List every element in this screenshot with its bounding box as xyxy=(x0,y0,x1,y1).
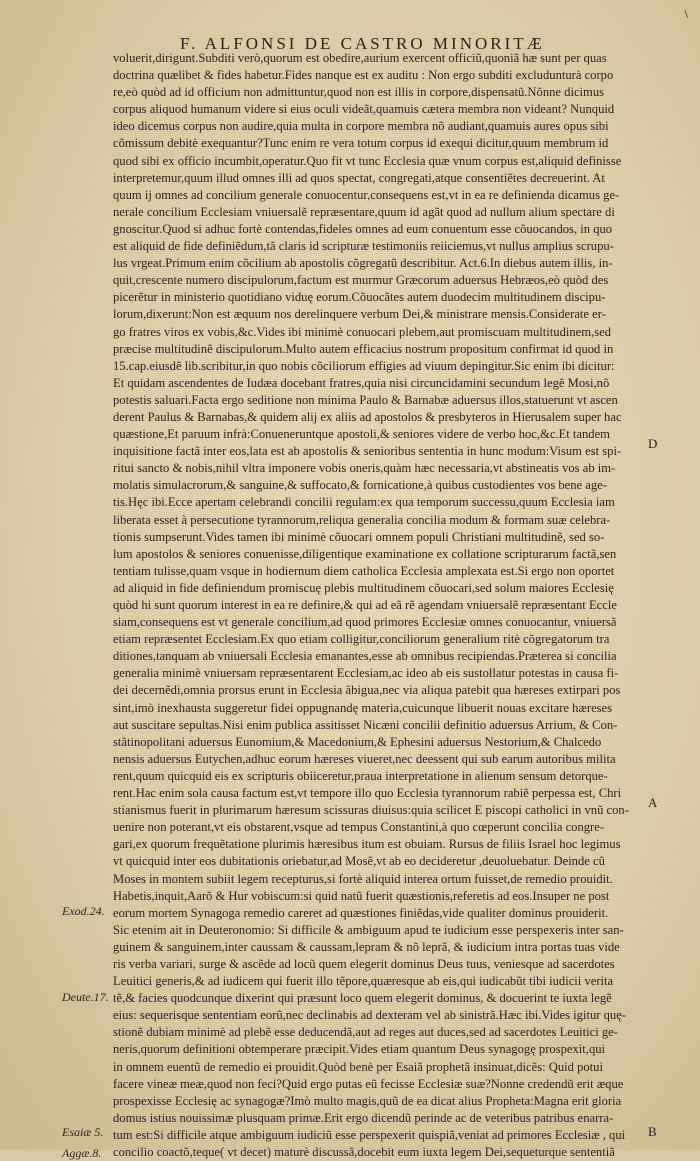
text-line: molatis simulacrorum,& sanguine,& suffocato,& fornicatione,à quibus custodientes vos bene age- xyxy=(113,478,607,493)
text-line: quit,crescente numero discipulorum,factum est murmur Græcorum aduersus Hebræos,eò quòd des xyxy=(113,273,609,288)
running-head: F. ALFONSI DE CASTRO MINORITÆ xyxy=(180,34,545,53)
text-line: re,eò quòd ad id officium non admittuntur,quod non est illis in corpore,dispensatũ.Nõnne dicimus xyxy=(113,85,605,100)
text-line: stianismus fuerit in plurimarum hæresum scissuras diuisus:quia scilicet E piscopi catholici in vnũ con- xyxy=(113,803,629,818)
text-line: 15.cap.eiusdẽ lib.scribitur,in quo nobis cõciliorum effigies ad viuum depingitur.Sic enim ibi dicitur: xyxy=(113,358,615,373)
text-line: facere vineæ meæ,quod non feci?Quid ergo putas eũ fecisse Ecclesiæ suæ?Nonne credendũ erit æque xyxy=(113,1076,624,1091)
text-line: quod sibi ex officio incumbit,operatur.Quo fit vt tunc Ecclesia quæ vnum corpus est,aliquid definisse xyxy=(113,153,622,168)
text-line: dei decernẽdi,omnia prorsus erunt in Ecclesia ãbigua,nec via aliqua patebit qua hæreses extirpari pos xyxy=(113,683,621,698)
margin-note-isaiah: Esaiæ 5. xyxy=(62,1125,104,1139)
text-line: interpretemur,quum illud omnes illi ad quos spectat, congregati,atque consentiẽtes decreuerint. At xyxy=(113,170,605,185)
text-line: generalia minimè vniuersam repræsentarent Ecclesiam,ac ideo ab eis sustollatur potestas in causa fi- xyxy=(113,666,619,681)
text-line: tionis sumpserunt.Vides tamen ibi minimè cõuocari omnem populi Christiani multitudinẽ, sed so- xyxy=(113,529,605,544)
page-edge-mark: \ xyxy=(684,6,688,21)
text-line: rent,quum quicquid eis ex scripturis obiiceretur,praua interpretatione in alienum sensum detorque- xyxy=(113,768,608,783)
section-letter-a: A xyxy=(648,795,658,810)
text-line: ad aliquid in fide definiendum promiscuę plebis multitudinem cõuocari,sed solum maiores Ecclesię xyxy=(113,580,614,595)
text-line: tum est:Si difficile atque ambiguum iudiciũ esse perspexerit quispiã,veniat ad primores Ecclesiæ , qui xyxy=(113,1127,626,1142)
text-line: præcise multitudinẽ discipulorum.Multo autem efficacius nostrum propositum confirmat id quod in xyxy=(113,341,614,356)
text-line: ris verba variari, surge & ascẽde ad locũ quem elegerit dominus Deus tuus, veniesque ad sacerdotes xyxy=(113,956,615,971)
text-line: eorum mortem Synagoga remedio careret ad quæstiones finiẽdas,vide qualiter dominus prouiderit. xyxy=(113,905,609,920)
text-line: rent.Hac enim sola causa factum est,vt tempore illo quo Ecclesia tyrannorum rabiẽ perpessa est, Chri xyxy=(113,786,622,801)
text-line: domus istius nouissimæ plusquam primæ.Erit ergo dicendũ perinde ac de veteribus patribus enarra- xyxy=(113,1110,614,1125)
section-letter-d: D xyxy=(648,436,658,451)
text-line: est aliquid de fide definiẽdum,tã claris id scripturæ testimoniis reiiciemus,vt nullus amplius scrupu- xyxy=(113,239,614,254)
text-line: vt quicquid inter eos dubitationis oriebatur,ad Mosẽ,vt ab eo decideretur ,deuoluebatur. Deinde cũ xyxy=(113,854,605,869)
text-line: stionẽ dubiam minimè ad plebẽ esse deducendã,aut ad reges aut duces,sed ad sacerdotes Leuitici ge- xyxy=(113,1025,618,1040)
text-line: gnoscitur.Quod si adhuc fortè contendas,fideles omnes ad eum conuentum esse cõuocandos, in quo xyxy=(113,221,613,236)
body-text xyxy=(113,50,643,1161)
text-line: doctrina quælibet & fides habetur.Fides nanque est ex auditu : Non ergo subditi excludunturà corpo xyxy=(113,68,614,83)
text-line: Sic etenim ait in Deuteronomio: Si difficile & ambiguum apud te iudicium esse perspexeris inter san- xyxy=(113,922,624,937)
text-line: stãtinopolitani aduersus Eunomium,& Macedonium,& Ephesini aduersus Nestorium,& Chalcedo xyxy=(113,734,602,749)
text-line: prospexisse Ecclesię ac synagogæ?Imò multo magis,quũ de ea dicat alius Propheta:Magna erit gloria xyxy=(113,1093,622,1108)
text-line: aut suscitare sepultas.Nisi enim publica assitisset Nicæni concilii definitio aduersus Arrium, & Con- xyxy=(113,717,618,732)
text-line: cõmissum debitè exequantur?Tunc enim re vera totum corpus id exequi dicitur,quum membrum id xyxy=(113,136,609,151)
text-line: tẽ,& facies quodcunque dixerint qui præsunt loco quem elegerit dominus, & docuerint te iuxta legẽ xyxy=(113,991,612,1006)
text-line: inquisitione factã inter eos,lata est ab apostolis & senioribus sententia in hunc modum:Visum est spi- xyxy=(113,444,622,459)
text-line: corpus aliquod humanum videre si eius oculi videãt,quamuis cætera membra non videant? Nunquid xyxy=(113,102,615,117)
text-line: concilio coactõ,teque( vt decet) maturè discussã,docebit eum iuxta legem Dei,sequeturque sententiã xyxy=(113,1145,615,1159)
text-line: nerale concilium Ecclesiam vniuersalẽ repræsentare,quum id agãt quod ad nullum alium spectare di xyxy=(113,204,615,219)
text-line: liberata esset à persecutione tyrannorum,reliqua generalia concilia modum & formam suæ celebra- xyxy=(113,512,611,527)
text-line: nensis aduersus Eutychen,adhuc eorum hæreses viueret,nec deessent qui sub earum autoribus milita xyxy=(113,751,616,766)
text-line: lum apostolos & seniores conuenisse,diligentique examinatione ex collatione scripturarum factã,sen xyxy=(113,546,617,561)
text-line: voluerit,dirigunt.Subditi verò,quorum est obedire,aurium exercent officiũ,quoniã hæ sunt per quas xyxy=(113,51,607,65)
text-line: ditiones,tanquam ab vniuersali Ecclesia emanantes,esse ab omnibus recipiendas.Præterea si concilia xyxy=(113,649,617,664)
text-line: ideo dicemus corpus non audire,quia multa in corpore membra nõ audiant,quamuis aures opus sibi xyxy=(113,119,609,134)
text-line: tentiam tulisse,quam vsque in hodiernum diem catholica Ecclesia amplexata est.Si ergo non oportet xyxy=(113,563,615,578)
text-line: Leuitici generis,& ad iudicem qui fuerit illo tẽpore,quæresque ab eis,qui iudicabũt tibi iudicii verita xyxy=(113,974,614,989)
margin-note-deuteronomy: Deute.17. xyxy=(62,990,109,1004)
text-line: quòd hi sunt quorum interest in ea re definire,& qui ad eã rẽ agendam vniuersalẽ repræsentant Eccle xyxy=(113,598,617,612)
text-line: ritui sancto & nobis,nihil vltra imponere vobis oneris,quàm hæc necessaria,vt abstineatis vos ab im- xyxy=(113,461,616,476)
text-line: potestis saluari.Facta ergo seditione non minima Paulo & Barnabæ aduersus illos,statuerunt vt ascen xyxy=(113,392,618,407)
text-line: Et quidam ascendentes de Iudæa docebant fratres,quia nisi circuncidamini secundum legẽ Mosi,nõ xyxy=(113,375,610,390)
text-line: lorum,dixerunt:Non est æquum nos derelinquere verbum Dei,& ministrare mensis.Considerate er- xyxy=(113,307,606,322)
margin-note-exodus: Exod.24. xyxy=(62,904,105,918)
text-line: neris,quorum definitioni obtemperare præcipit.Vides etiam quantum Deus synagogę prospexit,qui xyxy=(113,1042,606,1057)
text-line: tis.Hęc ibi.Ecce apertam celebrandi concilii regulam:ex qua temporum successu,quum Ecclesia iam xyxy=(113,495,615,510)
text-line: gari,ex quorum frequẽtatione plurimis hæresibus itum est obuiam. Rursus de filiis Israel hoc legimus xyxy=(113,837,621,852)
text-line: eius: sequerisque sententiam eorũ,nec declinabis ad dexteram vel ab sinistrã.Hæc ibi.Vides igitur quę- xyxy=(113,1008,626,1023)
text-line: picerẽtur in ministerio quotidiano viduę eorum.Cõuocãtes autem duodecim multitudinem discipu- xyxy=(113,290,606,305)
text-line: etiam repræsentet Ecclesiam.Ex quo etiam colligitur,conciliorum generalium ritè cõgregatorum tra xyxy=(113,632,610,647)
text-line: siam,consequens est vt generale concilium,ad quod primores Ecclesiæ omnes conuocantur, vniuersã xyxy=(113,615,617,630)
text-line: derent Paulus & Barnabas,& quidem alij ex aliis ad apostolos & presbyteros in Hierusalem super hac xyxy=(113,409,622,424)
text-line: Habetis,inquit,Aarõ & Hur vobiscum:si quid natũ fuerit quæstionis,referetis ad eos.Insuper ne post xyxy=(113,888,610,903)
text-line: quæstione,Et paruum infrà:Conueneruntque apostoli,& seniores videre de verbo hoc,&c.Et tandem xyxy=(113,427,610,442)
text-line: sint,imò inexhausta suggeretur fidei oppugnandę materia,cuicunque libuerit nouas excitare hæreses xyxy=(113,700,613,715)
section-letter-b: B xyxy=(648,1124,657,1139)
text-line: lus vrgeat.Primum enim cõcilium ab apostolis cõgregatũ describitur. Act.6.In diebus autem illis, in- xyxy=(113,256,613,271)
text-line: Moses in montem subiit legem recepturus,si fortè aliquid interea ortum fuisset,de remedio prouidit. xyxy=(113,871,613,886)
text-line: guinem & sanguinem,inter caussam & caussam,lepram & nõ leprã, & iudicium intra portas tuas vide xyxy=(113,939,620,954)
text-line: go fratres viros ex vobis,&c.Vides ibi minimè conuocari plebem,aut promiscuam multitudinem,sed xyxy=(113,324,611,339)
text-line: quum ij omnes ad concilium generale conuocentur,consequens est,vt in ea re definienda dicamus ge- xyxy=(113,187,620,202)
text-line: uenire non poterant,vt eis obstarent,vsque ad tempus Constantini,à quo cœperunt concilia congre- xyxy=(113,820,605,835)
text-line: in omnem euentũ de remedio ei prouidit.Quòd benè per Esaiã prophetã insinuat,dicẽs: Quid potui xyxy=(113,1059,603,1074)
margin-note-haggai: Aggæ.8. xyxy=(62,1146,102,1160)
